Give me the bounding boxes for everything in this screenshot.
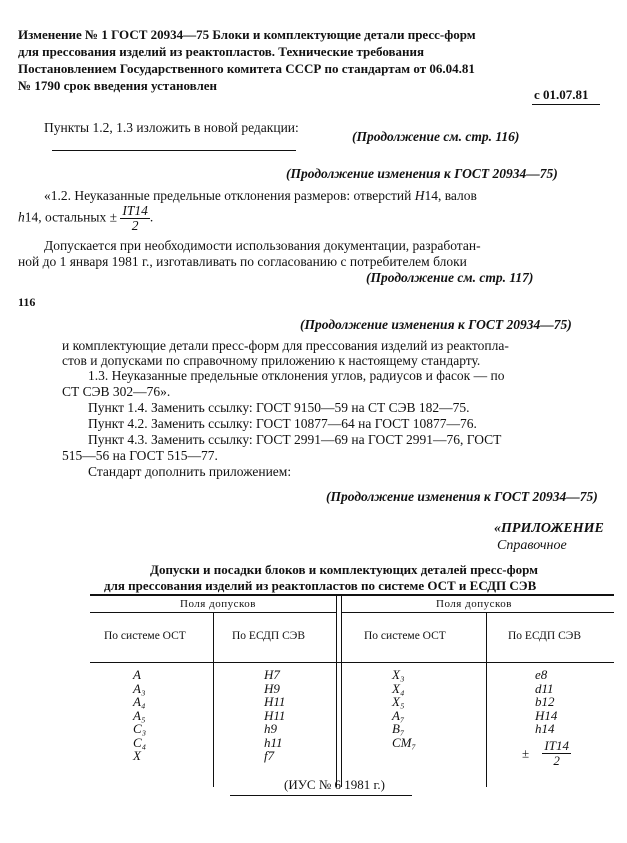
header-line-4: № 1790 срок введения установлен xyxy=(18,78,218,93)
table-cell: d11 xyxy=(535,680,554,696)
section1-p2-a: 14, остальных ± xyxy=(24,209,117,225)
header-line-2: для прессования изделий из реактопластов. Технические требования xyxy=(18,44,425,59)
table-vline-3 xyxy=(486,612,487,787)
table-top-rule xyxy=(90,594,614,596)
col-header-ost-1: По системе ОСТ xyxy=(104,630,186,642)
section3-continued: (Продолжение изменения к ГОСТ 20934—75) xyxy=(326,489,598,504)
separator-1 xyxy=(52,150,296,151)
col-header-ost-2: По системе ОСТ xyxy=(364,630,446,642)
table-cell: A₅ xyxy=(133,707,146,723)
page-number: 116 xyxy=(18,295,36,309)
section1-continued: (Продолжение изменения к ГОСТ 20934—75) xyxy=(286,166,558,181)
section1-continuation: (Продолжение см. стр. 117) xyxy=(366,270,534,285)
table-cell: A xyxy=(133,667,141,682)
section1-line-2 xyxy=(18,204,153,233)
footer-ius: (ИУС № 6 1981 г.) xyxy=(284,777,385,792)
table-cell: h14 xyxy=(535,721,555,736)
group-header-right: Поля допусков xyxy=(436,598,512,610)
col-header-esdp-1: По ЕСДП СЭВ xyxy=(232,630,306,642)
intro-text: Пункты 1.2, 1.3 изложить в новой редакции: xyxy=(44,120,299,135)
column-esdp-2 xyxy=(535,668,557,736)
table-cell: X₅ xyxy=(392,694,405,709)
it14-fraction xyxy=(120,204,150,233)
appendix-reference: Справочное xyxy=(497,538,567,553)
table-cell: C₃ xyxy=(133,721,147,736)
section1-line-3: Допускается при необходимости использования документации, разработан- xyxy=(44,238,481,253)
group-header-left: Поля допусков xyxy=(180,598,256,610)
date-underline xyxy=(532,104,600,105)
table-cell: X xyxy=(133,748,141,763)
effective-date: с 01.07.81 xyxy=(534,87,589,102)
plus-minus: ± xyxy=(522,745,530,761)
table-cell: A₄ xyxy=(133,694,146,709)
section2-line-1: и комплектующие детали пресс-форм для прессования изделий из реактопла- xyxy=(62,338,509,353)
table-header-rule xyxy=(90,662,614,663)
table-title-2: для прессования изделий из реактопластов по системе ОСТ и ЕСДП СЭВ xyxy=(104,578,537,593)
intro-continuation: (Продолжение см. стр. 116) xyxy=(352,129,520,144)
table-cell: e8 xyxy=(535,667,548,682)
table-cell: X₄ xyxy=(392,680,405,696)
table-cell: b12 xyxy=(535,694,555,709)
table-cell: H14 xyxy=(535,707,558,723)
section1-line-1 xyxy=(44,188,477,204)
section2-continued: (Продолжение изменения к ГОСТ 20934—75) xyxy=(300,317,572,332)
table-vline-1 xyxy=(213,612,214,787)
section2-line-2: стов и допусками по справочному приложению к настоящему стандарту. xyxy=(62,353,481,368)
table-double-vline-b xyxy=(341,594,342,787)
header-line-3: Постановлением Государственного комитета СССР по стандартам от 06.04.81 xyxy=(18,61,475,76)
table-cell: A₃ xyxy=(133,680,146,696)
table-title-1: Допуски и посадки блоков и комплектующих деталей пресс-форм xyxy=(150,562,539,577)
col-header-esdp-2: По ЕСДП СЭВ xyxy=(508,630,582,642)
section1-p1-b: 14, валов xyxy=(424,188,477,203)
table-double-vline-a xyxy=(336,594,337,787)
table-cell: h11 xyxy=(264,734,283,750)
table-cell: h9 xyxy=(264,721,277,736)
table-it14-fraction xyxy=(542,739,571,768)
table-cell: H9 xyxy=(264,680,280,696)
section2-line-9: Стандарт дополнить приложением: xyxy=(88,464,292,479)
section1-p1-H: H xyxy=(414,188,425,203)
section2-line-7: Пункт 4.3. Заменить ссылку: ГОСТ 2991—69 на ГОСТ 2991—76, ГОСТ xyxy=(88,432,502,447)
appendix-label: «ПРИЛОЖЕНИЕ xyxy=(494,521,604,536)
section1-line-4: ной до 1 января 1981 г., изготавливать по согласованию с потребителем блоки xyxy=(18,254,467,269)
it14-numerator: IT14 xyxy=(122,203,148,218)
table-cell: H11 xyxy=(264,707,286,723)
table-cell: C₄ xyxy=(133,734,147,750)
table-it14-denominator: 2 xyxy=(553,753,560,768)
section2-line-4: СТ СЭВ 302—76». xyxy=(62,384,171,399)
section2-line-3: 1.3. Неуказанные предельные отклонения углов, радиусов и фасок — по xyxy=(88,368,505,383)
section2-line-8: 515—56 на ГОСТ 515—77. xyxy=(62,448,218,463)
table-cell: B₇ xyxy=(392,721,405,736)
table-it14-numerator: IT14 xyxy=(544,738,569,753)
table-cell: CM₇ xyxy=(392,734,417,750)
column-esdp-1 xyxy=(264,668,285,763)
table-cell-pm-fraction xyxy=(522,739,571,768)
section1-p2-end: . xyxy=(149,209,154,225)
it14-denominator: 2 xyxy=(131,218,139,233)
table-cell: f7 xyxy=(264,748,275,763)
column-ost-2 xyxy=(392,668,416,749)
header-line-1: Изменение № 1 ГОСТ 20934—75 Блоки и комплектующие детали пресс-форм xyxy=(18,27,476,42)
section2-line-5: Пункт 1.4. Заменить ссылку: ГОСТ 9150—59 на СТ СЭВ 182—75. xyxy=(88,400,470,415)
column-ost-1 xyxy=(133,668,146,763)
section2-line-6: Пункт 4.2. Заменить ссылку: ГОСТ 10877—64 на ГОСТ 10877—76. xyxy=(88,416,477,431)
table-cell: A₇ xyxy=(392,707,405,723)
table-cell: H7 xyxy=(264,667,280,682)
table-group-rule-right xyxy=(342,612,614,613)
section1-p1-a: «1.2. Неуказанные предельные отклонения размеров: отверстий xyxy=(44,188,412,203)
table-cell: X₃ xyxy=(392,667,405,682)
section1-p2-h: h xyxy=(18,209,25,225)
table-cell: H11 xyxy=(264,694,286,709)
footer-underline xyxy=(230,795,412,796)
